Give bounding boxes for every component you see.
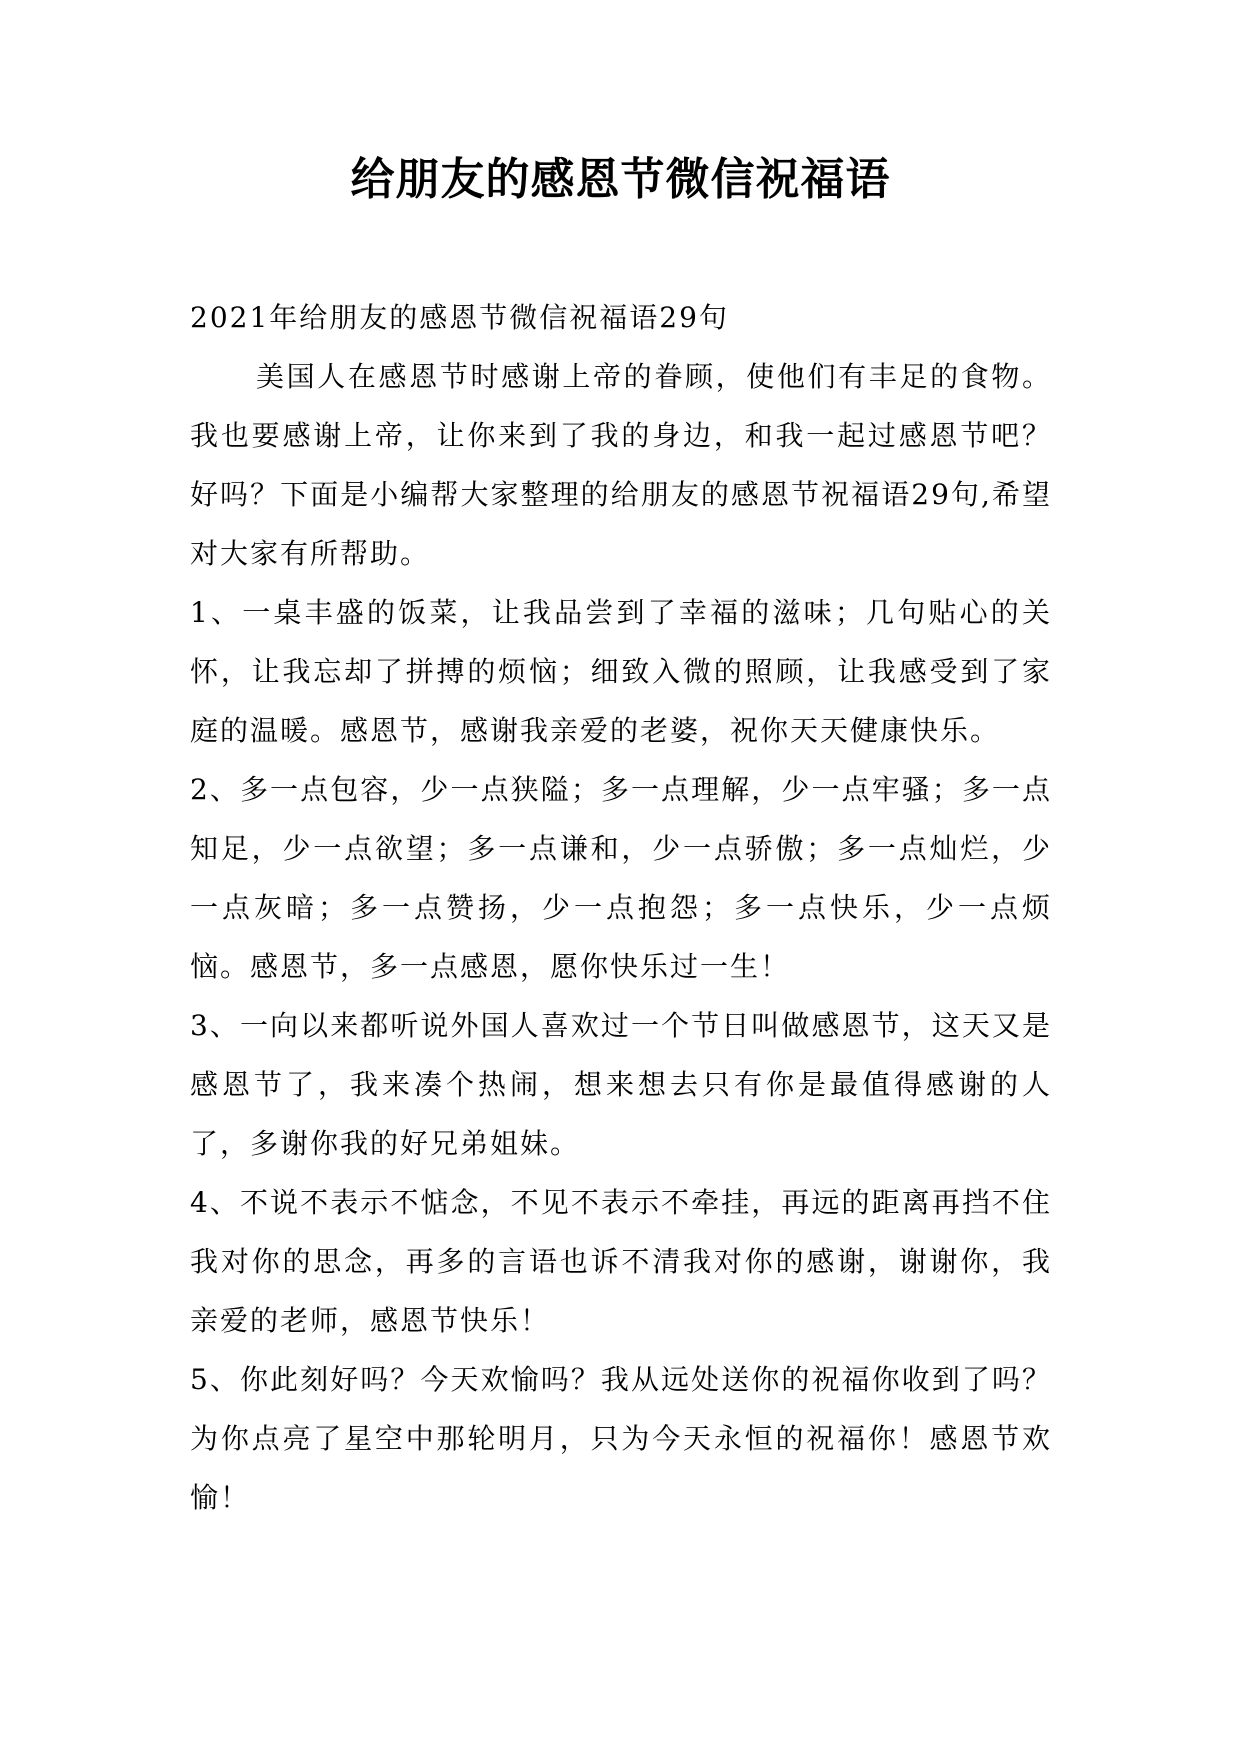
list-item: 1、一桌丰盛的饭菜，让我品尝到了幸福的滋味；几句贴心的关怀，让我忘却了拼搏的烦恼；细致入微的照顾，让我感受到了家庭的温暖。感恩节，感谢我亲爱的老婆，祝你天天健康快乐。 (190, 596, 1052, 747)
document-title: 给朋友的感恩节微信祝福语 (350, 154, 891, 205)
list-item: 4、不说不表示不惦念，不见不表示不牵挂，再远的距离再挡不住我对你的思念，再多的言语也诉不清我对你的感谢，谢谢你，我亲爱的老师，感恩节快乐！ (190, 1186, 1052, 1337)
document-body (190, 288, 1052, 1527)
list-item: 5、你此刻好吗？今天欢愉吗？我从远处送你的祝福你收到了吗？为你点亮了星空中那轮明月，只为今天永恒的祝福你！感恩节欢愉！ (190, 1363, 1052, 1514)
list-item: 2、多一点包容，少一点狭隘；多一点理解，少一点牢骚；多一点知足，少一点欲望；多一点谦和，少一点骄傲；多一点灿烂，少一点灰暗；多一点赞扬，少一点抱怨；多一点快乐，少一点烦恼。感恩节，多一点感恩，愿你快乐过一生！ (190, 773, 1052, 983)
list-item: 3、一向以来都听说外国人喜欢过一个节日叫做感恩节，这天又是感恩节了，我来凑个热闹，想来想去只有你是最值得感谢的人了，多谢你我的好兄弟姐妹。 (190, 1009, 1052, 1160)
document-subtitle: 2021年给朋友的感恩节微信祝福语29句 (190, 301, 729, 334)
intro-paragraph: 美国人在感恩节时感谢上帝的眷顾，使他们有丰足的食物。我也要感谢上帝，让你来到了我的身边，和我一起过感恩节吧？好吗？下面是小编帮大家整理的给朋友的感恩节祝福语29句,希望对大家有所帮助。 (190, 360, 1052, 570)
